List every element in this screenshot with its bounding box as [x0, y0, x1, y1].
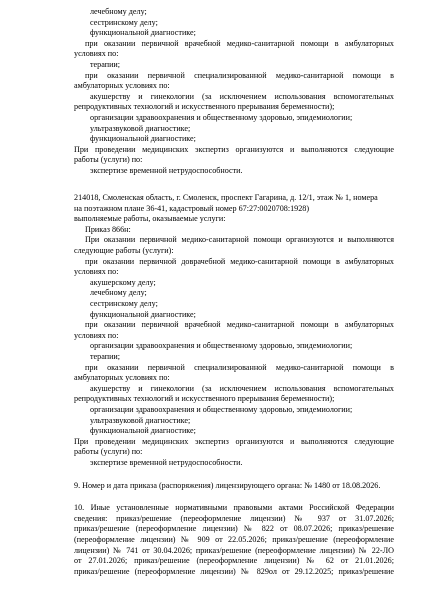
text-line: при оказании первичной врачебной медико-санитарной помощи в амбулаторных: [85, 320, 394, 330]
text-line: терапии;: [90, 352, 121, 361]
text-line: организации здравоохранения и общественному здоровью, эпидемиологии;: [90, 404, 353, 414]
text-line: приказ/решение (переоформление лицензии) № 822 от 08.07.2026; приказ/решение: [74, 524, 394, 534]
text-line: акушерству и гинекологии (за исключением использования вспомогательных: [90, 383, 394, 393]
text-line: При проведении медицинских экспертиз организуются и выполняются следующие: [74, 144, 394, 154]
text-line: приказ/решение (переоформление лицензии) № 829ол от 29.12.2025; приказ/решение: [74, 566, 394, 576]
text-line: организации здравоохранения и общественному здоровью, эпидемиологии;: [90, 112, 353, 122]
text-line: условиях по:: [74, 267, 119, 277]
text-line: лечебному делу;: [90, 7, 147, 16]
text-line: амбулаторных условиях по:: [74, 81, 170, 91]
text-line: экспертизе временной нетрудоспособности.: [90, 165, 243, 175]
text-line: сестринскому делу;: [90, 17, 158, 27]
text-line: при оказании первичной специализированной медико-санитарной помощи в: [85, 70, 394, 80]
text-line: функциональной диагностике;: [90, 28, 196, 38]
spacer: [74, 177, 394, 188]
text-line: при оказании первичной врачебной медико-санитарной помощи в амбулаторных: [85, 38, 394, 48]
text-line: акушерству и гинекологии (за исключением использования вспомогательных: [90, 91, 394, 101]
text-line: функциональной диагностике;: [90, 134, 196, 144]
text-line: сестринскому делу;: [90, 299, 158, 309]
text-line: при оказании первичной доврачебной медико-санитарной помощи в амбулаторных: [85, 256, 394, 266]
text-line: организации здравоохранения и общественному здоровью, эпидемиологии;: [90, 341, 353, 351]
text-line: акушерскому делу;: [90, 277, 156, 287]
text-line: репродуктивных технологий и искусственного прерывания беременности);: [74, 102, 335, 112]
text-line: лечебному делу;: [90, 288, 147, 298]
text-line: от 27.01.2026; приказ/решение (переоформление лицензии) № 62 от 21.01.2026;: [74, 556, 394, 566]
text-line: функциональной диагностике;: [90, 426, 196, 436]
text-line: репродуктивных технологий и искусственного прерывания беременности);: [74, 394, 335, 404]
text-line: ультразвуковой диагностике;: [90, 415, 191, 425]
text-line: условиях по:: [74, 330, 119, 340]
text-line: терапии;: [90, 59, 121, 69]
text-line: При проведении медицинских экспертиз организуются и выполняются следующие: [74, 436, 394, 446]
text-line: следующие работы (услуги):: [74, 246, 174, 256]
text-line: ультразвуковой диагностике;: [90, 123, 191, 133]
text-line: работы (услуги) по:: [74, 155, 143, 165]
address-line: 214018, Смоленская область, г. Смоленск, проспект Гагарина, д. 12/1, этаж № 1, номера: [74, 193, 378, 203]
text-line: при оказании первичной специализированной медико-санитарной помощи в: [85, 362, 394, 372]
text-line: Приказ 866н:: [85, 224, 131, 234]
list-item-9: 9. Номер и дата приказа (распоряжения) лицензирующего органа: № 1480 от 18.08.2026.: [74, 480, 381, 490]
text-line: функциональной диагностике;: [90, 309, 196, 319]
text-line: сведения: приказ/решение (переоформление лицензии) № 937 от 31.07.2026;: [74, 513, 394, 523]
text-line: условиях по:: [74, 49, 119, 59]
text-line: выполняемые работы, оказываемые услуги:: [74, 214, 226, 224]
text-line: лицензии) № 741 от 30.04.2026; приказ/решение (переоформление лицензии) № 22-ЛО: [74, 545, 394, 555]
text-line: амбулаторных условиях по:: [74, 373, 170, 383]
address-line: на поэтажном плане 36-41, кадастровый номер 67:27:0020708:1928): [74, 203, 310, 213]
text-line: (переоформление лицензии) № 909 от 22.05.2026; приказ/решение (переоформление: [74, 534, 394, 544]
text-line: экспертизе временной нетрудоспособности.: [90, 457, 243, 467]
text-line: работы (услуги) по:: [74, 447, 143, 457]
text-line: При оказании первичной медико-санитарной помощи организуются и выполняются: [85, 235, 394, 245]
list-item-10: 10. Иные установленные нормативными правовыми актами Российской Федерации: [74, 503, 394, 513]
